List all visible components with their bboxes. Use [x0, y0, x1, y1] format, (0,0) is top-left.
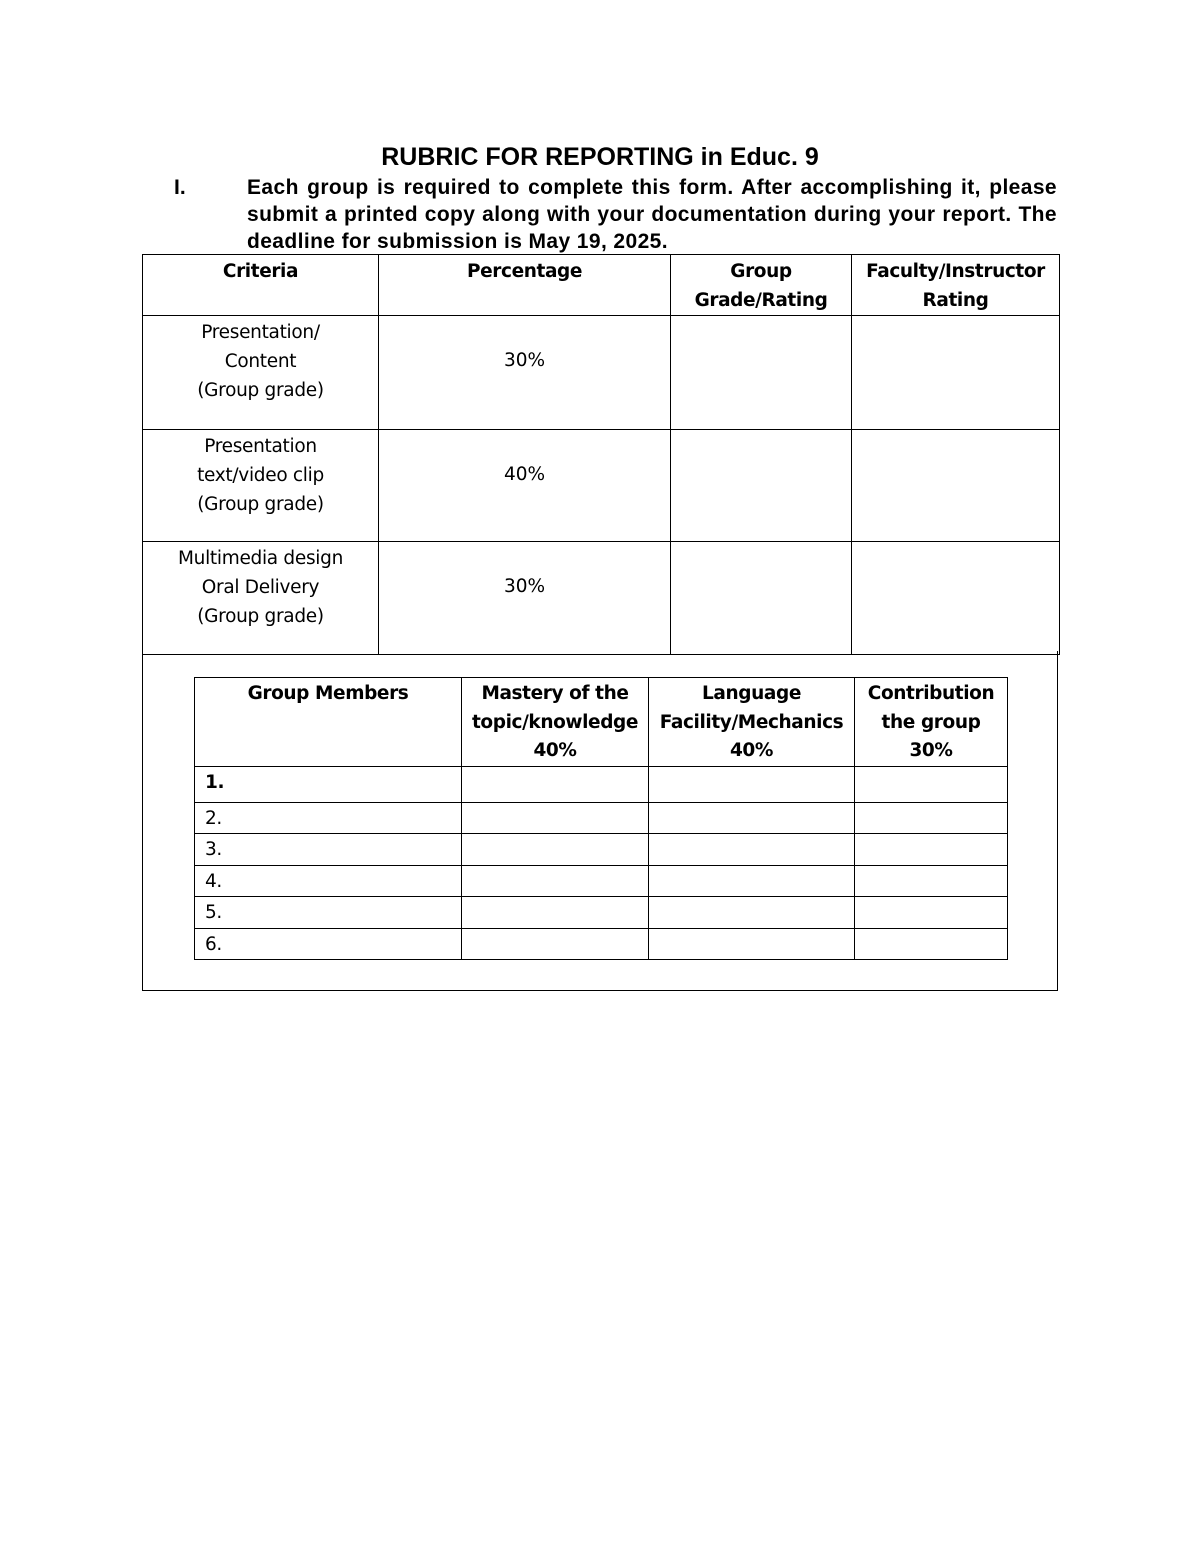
language-cell[interactable] [649, 834, 855, 866]
language-cell[interactable] [649, 897, 855, 929]
header-line: Facility/Mechanics [659, 711, 844, 733]
member-row [195, 802, 1008, 834]
criteria-line: (Group grade) [197, 494, 324, 515]
rubric-header-row [143, 255, 1060, 316]
mastery-cell[interactable] [462, 766, 649, 802]
member-row [195, 928, 1008, 960]
member-name-cell[interactable]: 2. [195, 802, 462, 834]
contribution-cell[interactable] [855, 834, 1008, 866]
mastery-cell[interactable] [462, 897, 649, 929]
criteria-line: (Group grade) [197, 606, 324, 627]
contribution-cell[interactable] [855, 897, 1008, 929]
group-grade-cell[interactable] [671, 542, 852, 655]
rubric-row [143, 542, 1060, 655]
criteria-line: (Group grade) [197, 380, 324, 401]
contribution-cell[interactable] [855, 865, 1008, 897]
document-title: RUBRIC FOR REPORTING in Educ. 9 [381, 143, 819, 171]
header-criteria: Criteria [143, 255, 379, 316]
percentage-cell: 40% [379, 430, 671, 542]
member-name-cell[interactable]: 1. [195, 766, 462, 802]
language-cell[interactable] [649, 766, 855, 802]
instruction-numeral: I. [174, 176, 186, 199]
criteria-line: Content [224, 351, 297, 372]
criteria-line: Multimedia design [178, 548, 343, 569]
language-cell[interactable] [649, 802, 855, 834]
criteria-line: Presentation [204, 436, 317, 457]
criteria-cell [143, 316, 379, 430]
header-percentage: Percentage [379, 255, 671, 316]
header-line: topic/knowledge [471, 711, 639, 733]
contribution-cell[interactable] [855, 766, 1008, 802]
member-name-cell[interactable]: 3. [195, 834, 462, 866]
mastery-cell[interactable] [462, 802, 649, 834]
group-members-table [194, 677, 1008, 960]
rubric-row [143, 316, 1060, 430]
header-line: Mastery of the [481, 683, 629, 704]
mastery-cell[interactable] [462, 928, 649, 960]
header-contribution [855, 678, 1008, 767]
rubric-table [142, 254, 1060, 655]
criteria-line: Presentation/ [201, 322, 320, 343]
members-section [142, 651, 1058, 991]
header-language [649, 678, 855, 767]
member-row [195, 865, 1008, 897]
header-line: the group [881, 711, 981, 733]
header-line: 30% [909, 740, 953, 761]
header-line: 40% [729, 740, 774, 761]
header-group-members [195, 678, 462, 767]
criteria-cell [143, 430, 379, 542]
header-line: Language [702, 683, 801, 704]
criteria-cell [143, 542, 379, 655]
contribution-cell[interactable] [855, 928, 1008, 960]
language-cell[interactable] [649, 928, 855, 960]
percentage-cell: 30% [379, 316, 671, 430]
header-faculty-rating: Faculty/Instructor Rating [852, 255, 1060, 316]
criteria-line: text/video clip [197, 465, 324, 486]
member-name-cell[interactable]: 6. [195, 928, 462, 960]
header-line: Group Members [247, 683, 409, 704]
contribution-cell[interactable] [855, 802, 1008, 834]
faculty-rating-cell[interactable] [852, 430, 1060, 542]
member-name-cell[interactable]: 5. [195, 897, 462, 929]
header-group-grade: Group Grade/Rating [671, 255, 852, 316]
members-header-row [195, 678, 1008, 767]
criteria-line: Oral Delivery [201, 577, 320, 598]
instruction-text: Each group is required to complete this form. After accomplishing it, please submit a printed copy along with your documentation during your report. The deadline for submission is May 19, 2025. [247, 176, 1057, 253]
faculty-rating-cell[interactable] [852, 542, 1060, 655]
member-row [195, 834, 1008, 866]
member-row [195, 766, 1008, 802]
member-name-cell[interactable]: 4. [195, 865, 462, 897]
header-line: Contribution [867, 683, 995, 704]
group-grade-cell[interactable] [671, 430, 852, 542]
mastery-cell[interactable] [462, 834, 649, 866]
rubric-row [143, 430, 1060, 542]
header-mastery [462, 678, 649, 767]
percentage-cell: 30% [379, 542, 671, 655]
header-line: 40% [533, 740, 577, 761]
mastery-cell[interactable] [462, 865, 649, 897]
group-grade-cell[interactable] [671, 316, 852, 430]
member-row [195, 897, 1008, 929]
language-cell[interactable] [649, 865, 855, 897]
faculty-rating-cell[interactable] [852, 316, 1060, 430]
